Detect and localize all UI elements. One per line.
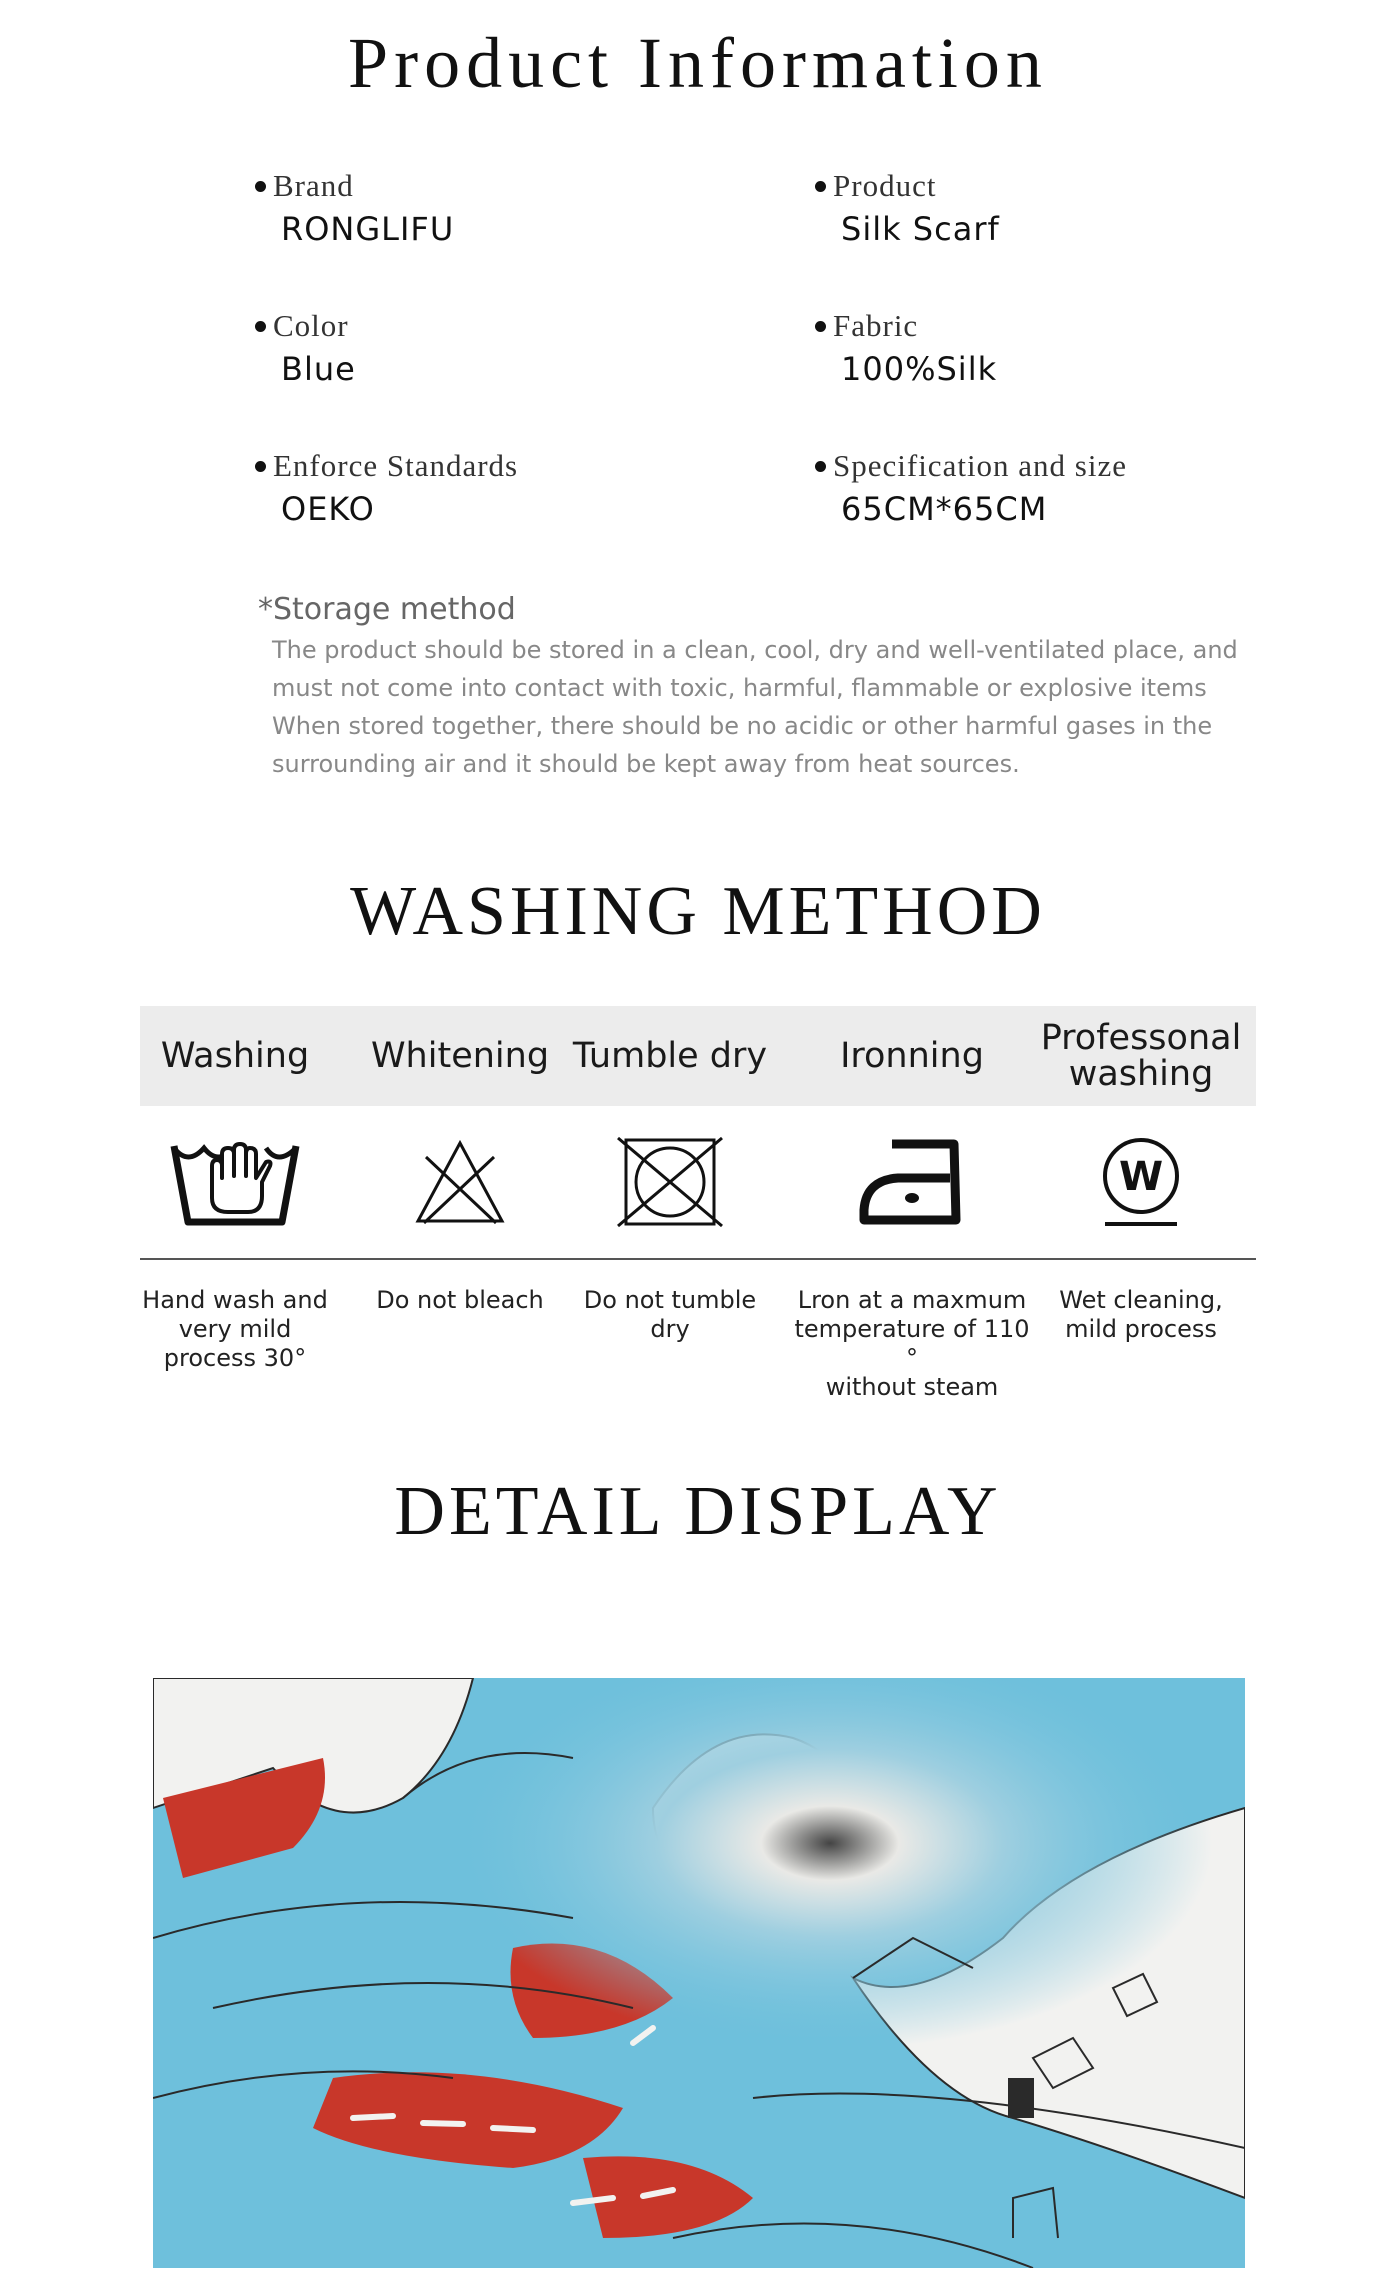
bullet-icon (255, 181, 266, 192)
info-label: Color (273, 308, 349, 343)
info-value: Silk Scarf (841, 210, 1000, 248)
wash-heading (1026, 1006, 1256, 1106)
info-value: 100%Silk (841, 350, 998, 388)
info-item-size (815, 448, 1235, 528)
info-label: Specification and size (833, 448, 1128, 483)
info-value: OEKO (281, 490, 375, 528)
storage-line: must not come into contact with toxic, harmful, flammable or explosive items (272, 674, 1207, 702)
silk-scarf-photo (153, 1678, 1245, 2268)
storage-title: *Storage method (258, 592, 516, 627)
wash-desc: Do not bleach (376, 1286, 544, 1314)
detail-display-title: DETAIL DISPLAY (394, 1473, 1002, 1550)
wash-heading: Tumble dry (572, 1036, 768, 1076)
info-item-fabric (815, 308, 1235, 388)
hand-wash-icon (140, 1106, 330, 1258)
info-item-brand (255, 168, 675, 248)
info-item-standards (255, 448, 675, 528)
page-title: Product Information (348, 23, 1048, 103)
bullet-icon (815, 461, 826, 472)
washing-method-title: WASHING METHOD (350, 873, 1046, 950)
wash-heading-line: washing (1068, 1054, 1214, 1094)
wash-desc: Do not tumble dry (583, 1286, 757, 1343)
wash-heading: Washing (160, 1036, 310, 1076)
info-item-product (815, 168, 1235, 248)
wet-cleaning-letter: W (1118, 1154, 1164, 1200)
wash-table-header (140, 1006, 1256, 1106)
storage-text (272, 631, 1238, 783)
wash-icons-row (140, 1106, 1256, 1258)
info-label: Product (833, 168, 937, 203)
iron-low-temp-icon (802, 1106, 1022, 1258)
bullet-icon (255, 321, 266, 332)
divider (140, 1258, 1256, 1260)
bullet-icon (815, 321, 826, 332)
do-not-tumble-dry-icon (560, 1106, 780, 1258)
info-label: Brand (273, 168, 354, 203)
storage-line: When stored together, there should be no acidic or other harmful gases in the (272, 712, 1213, 740)
bullet-icon (815, 181, 826, 192)
product-info-grid (255, 168, 1175, 548)
wash-heading: Ironning (840, 1036, 984, 1076)
wash-desc: Wet cleaning, mild process (1059, 1286, 1223, 1343)
wash-heading-line: Professonal (1040, 1018, 1242, 1058)
storage-line: The product should be stored in a clean, cool, dry and well-ventilated place, and (272, 636, 1238, 664)
info-item-color (255, 308, 675, 388)
bullet-icon (255, 461, 266, 472)
storage-line: surrounding air and it should be kept away from heat sources. (272, 750, 1020, 778)
info-label: Fabric (833, 308, 919, 343)
storage-method (258, 592, 1238, 783)
info-value: 65CM*65CM (841, 490, 1048, 528)
info-label: Enforce Standards (273, 448, 519, 483)
do-not-bleach-icon (360, 1106, 560, 1258)
wash-heading: Whitening (370, 1036, 550, 1076)
wash-desc: Hand wash and very mild process 30° (142, 1286, 328, 1372)
wash-desc: Lron at a maxmum temperature of 110 ° without steam (794, 1286, 1030, 1401)
info-value: Blue (281, 350, 356, 388)
wet-cleaning-icon (1026, 1106, 1256, 1258)
info-value: RONGLIFU (281, 210, 455, 248)
